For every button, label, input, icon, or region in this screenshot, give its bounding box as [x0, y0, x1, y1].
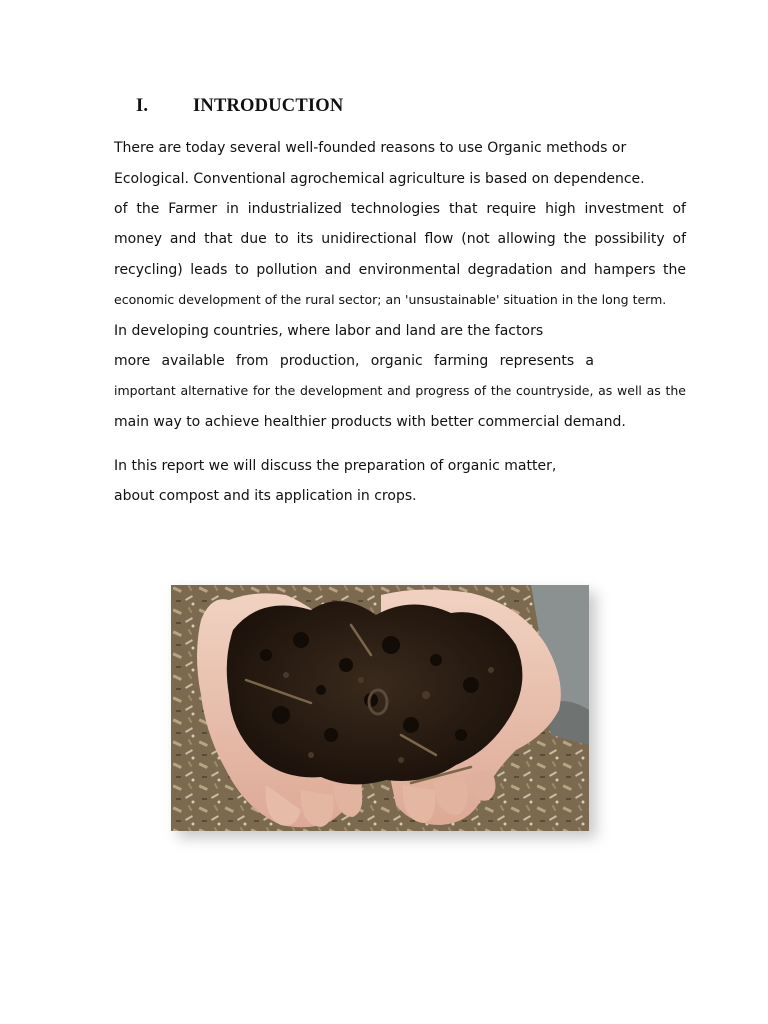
paragraph-line: more available from production, organic farming represents a: [114, 353, 594, 369]
paragraph-line: In this report we will discuss the preparation of organic matter,: [114, 458, 557, 474]
paragraph-line: of the Farmer in industrialized technologies that require high investment of: [114, 201, 686, 217]
paragraph-line: There are today several well-founded reasons to use Organic methods or: [114, 140, 627, 156]
paragraph-line: economic development of the rural sector; an 'unsustainable' situation in the long term.: [114, 292, 667, 307]
paragraph-line: In developing countries, where labor and land are the factors: [114, 323, 544, 339]
paragraph-line: money and that due to its unidirectional flow (not allowing the possibility of: [114, 231, 686, 247]
paragraph-line: Ecological. Conventional agrochemical agriculture is based on dependence.: [114, 171, 645, 187]
paragraph-line: important alternative for the development and progress of the countryside, as well as the: [114, 383, 686, 398]
section-number: I.: [136, 96, 149, 116]
paragraph-line: about compost and its application in crops.: [114, 488, 417, 504]
section-heading: [136, 96, 343, 117]
paragraph-line: main way to achieve healthier products with better commercial demand.: [114, 414, 626, 430]
section-title: INTRODUCTION: [193, 96, 344, 116]
paragraph-line: recycling) leads to pollution and environmental degradation and hampers the: [114, 262, 686, 278]
compost-photo: [171, 585, 589, 831]
